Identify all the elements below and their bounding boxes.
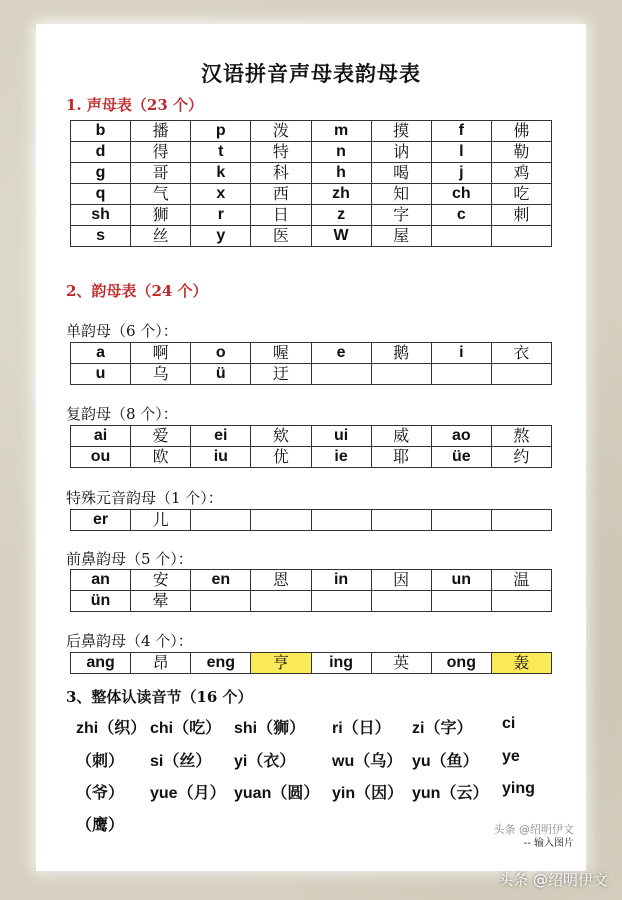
special-finals-table [70, 509, 552, 531]
character-cell: 知 [371, 184, 431, 205]
pinyin-cell: W [311, 226, 371, 247]
whole-syllable: si（丝） [150, 753, 212, 770]
whole-syllable: （刺） [76, 753, 125, 770]
character-cell: 得 [131, 142, 191, 163]
character-cell: 特 [251, 142, 311, 163]
whole-syllable: yi（衣） [234, 753, 296, 770]
whole-syllable: yin（因） [332, 785, 404, 802]
character-cell: 勒 [491, 142, 551, 163]
whole-syllable: wu（乌） [332, 753, 403, 770]
pinyin-cell: z [311, 205, 371, 226]
character-cell: 鹅 [371, 343, 431, 364]
character-cell: 迂 [251, 364, 311, 385]
table-row [71, 343, 552, 364]
character-cell: 哥 [131, 163, 191, 184]
pinyin-cell [431, 226, 491, 247]
table-row [71, 447, 552, 468]
pinyin-cell: ing [311, 653, 371, 674]
pinyin-cell: ie [311, 447, 371, 468]
character-cell [371, 510, 431, 531]
character-cell [491, 510, 551, 531]
character-cell: 佛 [491, 121, 551, 142]
whole-syllable: yuan（圆） [234, 785, 320, 802]
pinyin-cell: c [431, 205, 491, 226]
character-cell: 鸡 [491, 163, 551, 184]
pinyin-cell: o [191, 343, 251, 364]
character-cell: 刺 [491, 205, 551, 226]
character-cell: 儿 [131, 510, 191, 531]
pinyin-cell: u [71, 364, 131, 385]
pinyin-cell [431, 591, 491, 612]
pinyin-cell: s [71, 226, 131, 247]
compound-finals-table [70, 425, 552, 468]
pinyin-cell [431, 510, 491, 531]
whole-syllable: yue（月） [150, 785, 226, 802]
character-cell: 吃 [491, 184, 551, 205]
inner-watermark: 头条 @绍明伊文 [493, 823, 574, 836]
character-cell: 欸 [251, 426, 311, 447]
character-cell: 英 [371, 653, 431, 674]
pinyin-cell [191, 510, 251, 531]
table-row [71, 121, 552, 142]
pinyin-cell: ou [71, 447, 131, 468]
whole-syllable: zhi（织） [76, 720, 147, 737]
pinyin-cell: n [311, 142, 371, 163]
character-cell: 摸 [371, 121, 431, 142]
character-cell: 讷 [371, 142, 431, 163]
character-cell: 啊 [131, 343, 191, 364]
inner-watermark-2: -- 输入图片 [523, 838, 574, 849]
character-cell: 字 [371, 205, 431, 226]
character-cell: 喝 [371, 163, 431, 184]
pinyin-cell [311, 510, 371, 531]
character-cell [371, 591, 431, 612]
character-cell: 威 [371, 426, 431, 447]
character-cell: 欧 [131, 447, 191, 468]
pinyin-cell: k [191, 163, 251, 184]
whole-syllable: ying [502, 780, 535, 797]
character-cell: 亨 [251, 653, 311, 674]
table-row [71, 591, 552, 612]
whole-syllable: shi（狮） [234, 720, 306, 737]
character-cell: 约 [491, 447, 551, 468]
whole-syllable: ye [502, 748, 520, 765]
special-finals-label: 特殊元音韵母（1 个）： [66, 489, 223, 507]
pinyin-cell: j [431, 163, 491, 184]
document-card [42, 30, 580, 865]
character-cell [371, 364, 431, 385]
pinyin-cell: p [191, 121, 251, 142]
pinyin-cell: i [431, 343, 491, 364]
pinyin-cell: sh [71, 205, 131, 226]
pinyin-cell: üe [431, 447, 491, 468]
pinyin-cell: ai [71, 426, 131, 447]
table-row [71, 184, 552, 205]
pinyin-cell [191, 591, 251, 612]
pinyin-cell: t [191, 142, 251, 163]
whole-syllable: yun（云） [412, 785, 489, 802]
character-cell [251, 510, 311, 531]
table-row [71, 653, 552, 674]
character-cell: 泼 [251, 121, 311, 142]
character-cell: 狮 [131, 205, 191, 226]
pinyin-cell: eng [191, 653, 251, 674]
table-row [71, 163, 552, 184]
pinyin-cell: ui [311, 426, 371, 447]
pinyin-cell: ü [191, 364, 251, 385]
whole-syllable: yu（鱼） [412, 753, 479, 770]
initials-heading: 1. 声母表（23 个） [66, 96, 203, 114]
front-nasal-label: 前鼻韵母（5 个）： [66, 550, 193, 568]
whole-syllable: chi（吃） [150, 720, 222, 737]
pinyin-cell: e [311, 343, 371, 364]
table-row [71, 142, 552, 163]
character-cell: 爱 [131, 426, 191, 447]
pinyin-cell: l [431, 142, 491, 163]
table-row [71, 426, 552, 447]
page-title: 汉语拼音声母表韵母表 [201, 61, 421, 86]
initials-table [70, 120, 552, 247]
pinyin-cell: d [71, 142, 131, 163]
pinyin-cell: er [71, 510, 131, 531]
pinyin-cell: b [71, 121, 131, 142]
character-cell: 日 [251, 205, 311, 226]
pinyin-cell: ong [431, 653, 491, 674]
whole-syllable: （鹰） [76, 817, 125, 834]
character-cell: 乌 [131, 364, 191, 385]
character-cell: 医 [251, 226, 311, 247]
pinyin-cell: g [71, 163, 131, 184]
pinyin-cell [311, 364, 371, 385]
character-cell: 昂 [131, 653, 191, 674]
character-cell: 衣 [491, 343, 551, 364]
character-cell [491, 226, 551, 247]
pinyin-cell: ang [71, 653, 131, 674]
table-row [71, 364, 552, 385]
finals-heading: 2、韵母表（24 个） [66, 282, 208, 300]
pinyin-cell [311, 591, 371, 612]
character-cell: 熬 [491, 426, 551, 447]
character-cell: 恩 [251, 570, 311, 591]
table-row [71, 510, 552, 531]
pinyin-cell: q [71, 184, 131, 205]
pinyin-cell: an [71, 570, 131, 591]
character-cell [491, 364, 551, 385]
character-cell: 喔 [251, 343, 311, 364]
pinyin-cell: iu [191, 447, 251, 468]
character-cell: 晕 [131, 591, 191, 612]
character-cell: 丝 [131, 226, 191, 247]
whole-syllable: ci [502, 715, 516, 732]
character-cell: 轰 [491, 653, 551, 674]
pinyin-cell: in [311, 570, 371, 591]
character-cell: 安 [131, 570, 191, 591]
pinyin-cell: y [191, 226, 251, 247]
pinyin-cell [431, 364, 491, 385]
front-nasal-table [70, 569, 552, 612]
simple-finals-table [70, 342, 552, 385]
character-cell [491, 591, 551, 612]
table-row [71, 205, 552, 226]
pinyin-cell: f [431, 121, 491, 142]
pinyin-cell: h [311, 163, 371, 184]
pinyin-cell: m [311, 121, 371, 142]
pinyin-cell: x [191, 184, 251, 205]
pinyin-cell: en [191, 570, 251, 591]
simple-finals-label: 单韵母（6 个）： [66, 322, 178, 340]
whole-syllable: （爷） [76, 785, 125, 802]
character-cell: 温 [491, 570, 551, 591]
pinyin-cell: ün [71, 591, 131, 612]
pinyin-cell: un [431, 570, 491, 591]
character-cell: 屋 [371, 226, 431, 247]
character-cell: 优 [251, 447, 311, 468]
character-cell: 播 [131, 121, 191, 142]
table-row [71, 226, 552, 247]
table-row [71, 570, 552, 591]
whole-syllable: zi（字） [412, 720, 473, 737]
whole-syllables-heading: 3、整体认读音节（16 个） [66, 688, 253, 706]
character-cell: 科 [251, 163, 311, 184]
character-cell: 耶 [371, 447, 431, 468]
character-cell: 气 [131, 184, 191, 205]
character-cell: 因 [371, 570, 431, 591]
compound-finals-label: 复韵母（8 个）： [66, 405, 178, 423]
pinyin-cell: r [191, 205, 251, 226]
back-nasal-label: 后鼻韵母（4 个）： [66, 632, 193, 650]
pinyin-cell: ei [191, 426, 251, 447]
whole-syllable: ri（日） [332, 720, 391, 737]
outer-watermark: 头条 @绍明伊文 [498, 871, 608, 889]
character-cell [251, 591, 311, 612]
pinyin-cell: ch [431, 184, 491, 205]
character-cell: 西 [251, 184, 311, 205]
pinyin-cell: ao [431, 426, 491, 447]
pinyin-cell: a [71, 343, 131, 364]
pinyin-cell: zh [311, 184, 371, 205]
back-nasal-table [70, 652, 552, 674]
